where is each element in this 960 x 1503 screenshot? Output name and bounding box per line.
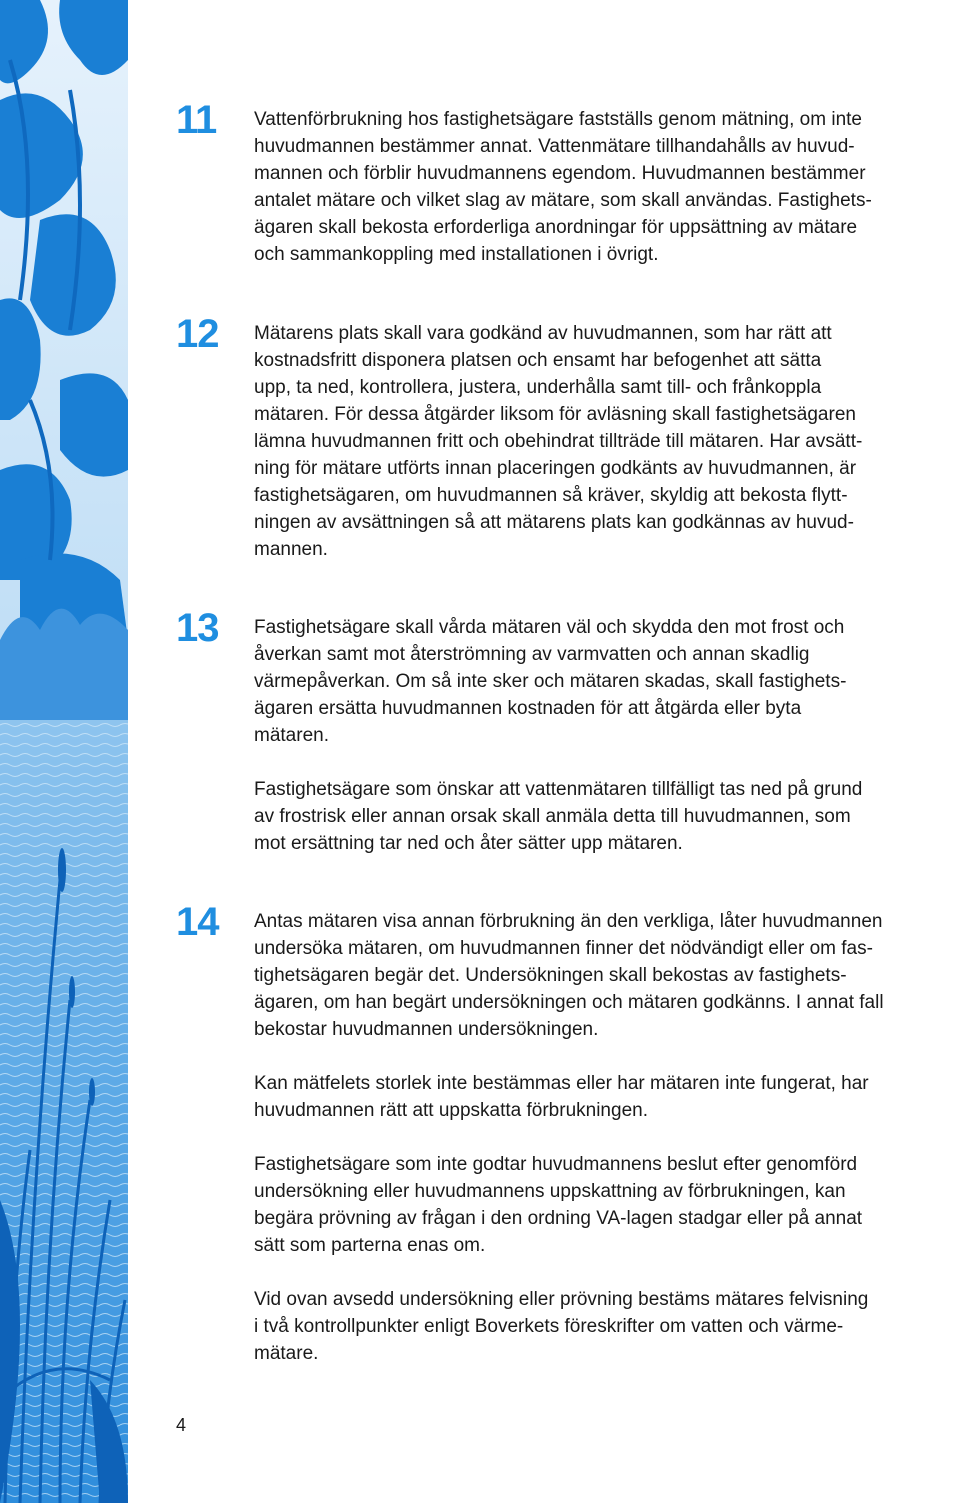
decorative-photo-strip: [0, 0, 128, 1503]
paragraph: Antas mätaren visa annan förbrukning än den verkliga, låter huvudmannen undersöka mätaren, om huvudmannen finner det nödvändigt eller om fas- tighetsägaren begär det. Undersökningen skall bekostas av fastighets- ägaren, om han begärt undersökningen och mätaren godkänns. I annat fall bekostar huvudmannen undersökningen.: [254, 911, 884, 1040]
paragraph: Fastighetsägare som önskar att vattenmätaren tillfälligt tas ned på grund av frostrisk eller annan orsak skall anmäla detta till huvudmannen, som mot ersättning tar ned och åter sätter upp mätaren.: [254, 779, 863, 854]
section-body: [254, 106, 944, 268]
paragraph: Vid ovan avsedd undersökning eller prövning bestäms mätares felvisning i två kontrollpunkter enligt Boverkets föreskrifter om vatten och värme- mätare.: [254, 1289, 869, 1364]
paragraph: Vattenförbrukning hos fastighetsägare fastställs genom mätning, om inte huvudmannen bestämmer annat. Vattenmätare tillhandahålls av huvud- mannen och förblir huvudmannens egendom. Huvudmannen bestämmer antalet mätare och vilket slag av mätare, som skall användas. Fastighets- ägaren skall bekosta erforderliga anordningar för uppsättning av mätare och sammankoppling med installationen i övrigt.: [254, 109, 872, 265]
section-body: [254, 320, 944, 563]
paragraph: Mätarens plats skall vara godkänd av huvudmannen, som har rätt att kostnadsfritt disponera platsen och ensamt har befogenhet att sätta upp, ta ned, kontrollera, justera, underhålla samt till- och frånkoppla mätaren. För dessa åtgärder liksom för avläsning skall fastighetsägaren lämna huvudmannen fritt och obehindrat tillträde till mätaren. Har avsätt- ning för mätare utförts innan placeringen godkänts av huvudmannen, är fastighetsägaren, om huvudmannen så kräver, skyldig att bekosta flytt- ningen av avsättningen så att mätarens plats kan godkännas av huvud- mannen.: [254, 323, 863, 560]
section-number: 14: [176, 900, 219, 944]
section-number: 12: [176, 312, 219, 356]
section-number: 11: [176, 98, 217, 142]
paragraph: Kan mätfelets storlek inte bestämmas eller har mätaren inte fungerat, har huvudmannen rätt att uppskatta förbrukningen.: [254, 1073, 869, 1121]
section-body: [254, 614, 944, 857]
paragraph: Fastighetsägare som inte godtar huvudmannens beslut efter genomförd undersökning eller huvudmannens uppskattning av förbrukningen, kan begära prövning av frågan i den ordning VA-lagen stadgar eller på annat sätt som parterna enas om.: [254, 1154, 863, 1256]
page-number: 4: [176, 1415, 187, 1435]
lake-reeds-illustration: [0, 0, 128, 1503]
section-body: [254, 908, 944, 1367]
section-number: 13: [176, 606, 219, 650]
paragraph: Fastighetsägare skall vårda mätaren väl och skydda den mot frost och åverkan samt mot återströmning av varmvatten och annan skadlig värmepåverkan. Om så inte sker och mätaren skadas, skall fastighets- ägaren ersätta huvudmannen kostnaden för att åtgärda eller byta mätaren.: [254, 617, 847, 746]
